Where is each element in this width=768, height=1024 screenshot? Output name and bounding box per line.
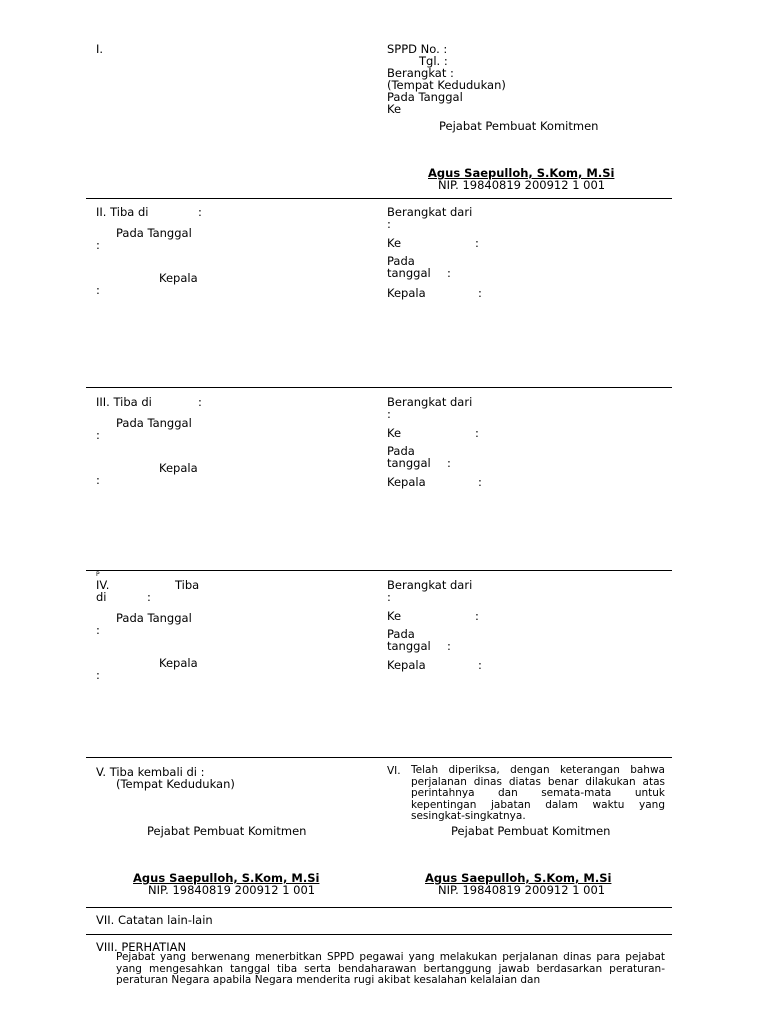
arrival-label: Tiba xyxy=(175,578,200,592)
section-6-number: VI. xyxy=(387,765,401,777)
date-label: Tgl. : xyxy=(419,54,448,68)
section-4-number: IV. xyxy=(96,578,110,592)
stray-mark: P xyxy=(96,571,100,578)
arrival-label: III. Tiba di xyxy=(96,395,152,409)
head-label: Kepala xyxy=(159,461,198,475)
date-label: tanggal xyxy=(387,639,431,653)
attention-text: Pejabat yang berwenang menerbitkan SPPD pegawai yang melakukan perjalanan dinas para pejabat yang mengesahkan tanggal tiba serta bendaharawan bertanggung jawab berdasarkan peraturan-peraturan Negara apabila Negara menderita rugi akibat kesalahan kelalaian dan xyxy=(116,951,665,986)
head-right-label: Kepala xyxy=(387,475,426,489)
on-label: Pada xyxy=(387,444,415,458)
arrival-date-label: Pada Tanggal xyxy=(116,611,192,625)
date-label: tanggal xyxy=(387,266,431,280)
signer-nip: NIP. 19840819 200912 1 001 xyxy=(148,883,316,897)
home-base-label: (Tempat Kedudukan) xyxy=(387,78,506,92)
head-right-label: Kepala xyxy=(387,286,426,300)
signer-name: Agus Saepulloh, S.Kom, M.Si xyxy=(133,871,320,885)
official-title: Pejabat Pembuat Komitmen xyxy=(439,119,599,133)
verification-statement: Telah diperiksa, dengan keterangan bahwa perjalanan dinas diatas benar dilakukan atas perintahnya dan semata-mata untuk kepentingan jabatan dalam waktu yang sesingkat-singkatnya. xyxy=(411,764,665,822)
depart-from-label: Berangkat dari xyxy=(387,205,473,219)
to-colon: : xyxy=(475,609,479,623)
divider xyxy=(86,387,672,388)
signer-nip: NIP. 19840819 200912 1 001 xyxy=(438,178,606,192)
head-colon: : xyxy=(96,283,100,297)
official-title: Pejabat Pembuat Komitmen xyxy=(451,824,611,838)
head-label: Kepala xyxy=(159,656,198,670)
depart-from-label: Berangkat dari xyxy=(387,395,473,409)
on-label: Pada xyxy=(387,627,415,641)
to-label: Ke xyxy=(387,609,402,623)
arrival-date-label: Pada Tanggal xyxy=(116,416,192,430)
signer-nip: NIP. 19840819 200912 1 001 xyxy=(438,883,606,897)
depart-from-colon: : xyxy=(387,217,391,231)
arrival-label: II. Tiba di xyxy=(96,205,149,219)
head-right-colon: : xyxy=(478,286,482,300)
to-label: Ke xyxy=(387,426,402,440)
arrival-date-colon: : xyxy=(96,238,100,252)
arrival-date-colon: : xyxy=(96,623,100,637)
depart-from-colon: : xyxy=(387,407,391,421)
arrival-colon: : xyxy=(198,205,202,219)
official-title: Pejabat Pembuat Komitmen xyxy=(147,824,307,838)
arrival-date-colon: : xyxy=(96,428,100,442)
arrival-label-cont: di xyxy=(96,590,107,604)
to-colon: : xyxy=(475,236,479,250)
divider xyxy=(86,198,672,199)
sppd-number-label: SPPD No. : xyxy=(387,42,448,56)
on-label: Pada xyxy=(387,254,415,268)
divider xyxy=(86,757,672,758)
other-notes-label: VII. Catatan lain-lain xyxy=(96,913,213,927)
depart-from-label: Berangkat dari xyxy=(387,578,473,592)
date-label: tanggal xyxy=(387,456,431,470)
return-home-base-label: (Tempat Kedudukan) xyxy=(116,777,235,791)
date-colon: : xyxy=(447,639,451,653)
arrival-date-label: Pada Tanggal xyxy=(116,226,192,240)
return-arrival-label: V. Tiba kembali di : xyxy=(96,765,205,779)
head-right-colon: : xyxy=(478,658,482,672)
head-right-label: Kepala xyxy=(387,658,426,672)
to-colon: : xyxy=(475,426,479,440)
head-label: Kepala xyxy=(159,271,198,285)
divider xyxy=(86,907,672,908)
head-right-colon: : xyxy=(478,475,482,489)
head-colon: : xyxy=(96,473,100,487)
arrival-colon: : xyxy=(198,395,202,409)
departure-label: Berangkat : xyxy=(387,66,454,80)
attention-heading: VIII. PERHATIAN xyxy=(96,940,187,954)
divider xyxy=(86,934,672,935)
arrival-colon: : xyxy=(147,590,151,604)
divider xyxy=(86,570,672,571)
date-colon: : xyxy=(447,266,451,280)
to-label: Ke xyxy=(387,236,402,250)
signer-name: Agus Saepulloh, S.Kom, M.Si xyxy=(428,166,615,180)
head-colon: : xyxy=(96,668,100,682)
section-1-number: I. xyxy=(96,42,104,56)
on-date-label: Pada Tanggal xyxy=(387,90,463,104)
signer-name: Agus Saepulloh, S.Kom, M.Si xyxy=(425,871,612,885)
depart-from-colon: : xyxy=(387,590,391,604)
date-colon: : xyxy=(447,456,451,470)
destination-label: Ke xyxy=(387,102,402,116)
